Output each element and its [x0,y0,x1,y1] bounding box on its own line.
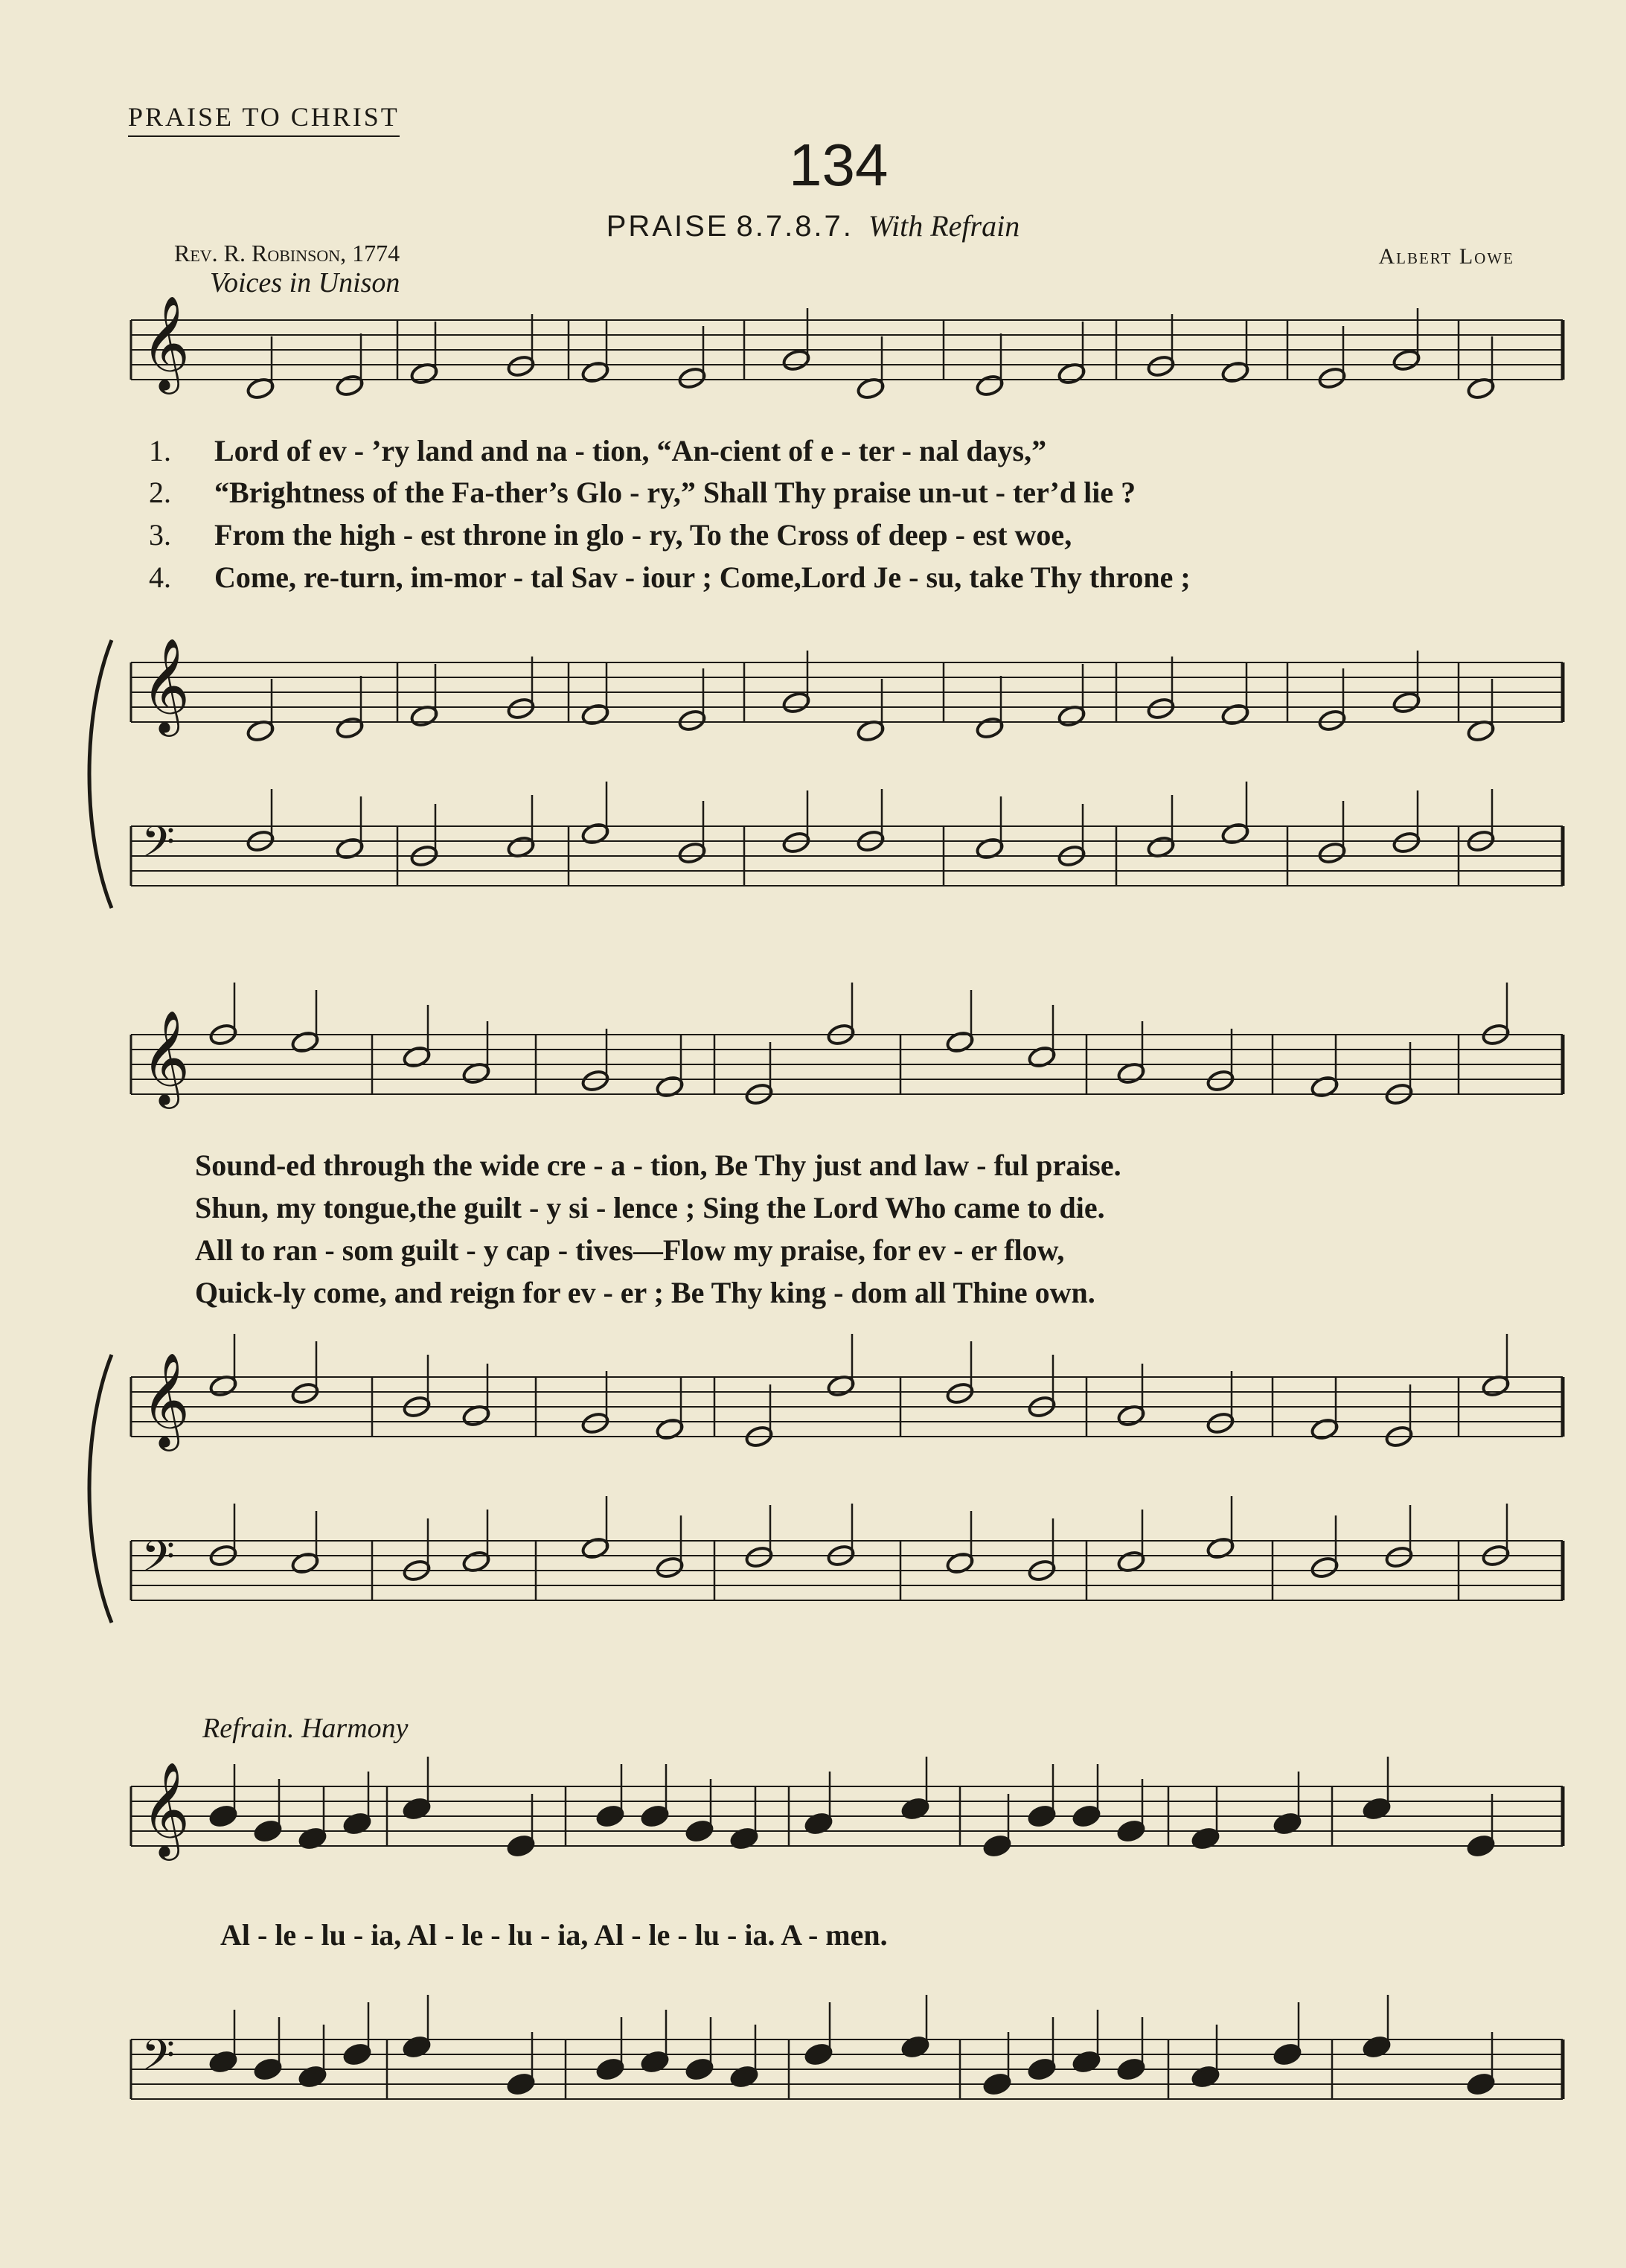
verse-number: 3. [149,518,171,552]
treble-clef-icon: 𝄞 [141,1761,191,1856]
tune-name: PRAISE [606,210,729,243]
verse-text: “Brightness of the Fa-ther’s Glo - ry,” Shall Thy praise un-ut - ter’d lie ? [214,476,1136,509]
verse-2-line [149,475,1136,510]
verse-4-continuation: Quick-ly come, and reign for ev - er ; Be Thy king - dom all Thine own. [195,1276,1095,1309]
refrain-text: Al - le - lu - ia, Al - le - lu - ia, Al - le - lu - ia. A - men. [220,1918,888,1952]
system-2-bass-staff [131,1541,1563,1600]
meter: 8.7.8.7. [736,210,854,243]
system-1-melody-staff [131,320,1563,380]
verse-number: 2. [149,476,171,509]
grand-staff-brace [89,640,112,908]
system-1-treble-staff [131,662,1563,722]
treble-clef-icon: 𝄞 [141,295,191,390]
treble-clef-icon: 𝄞 [141,1352,191,1447]
section-heading: PRAISE TO CHRIST [128,101,400,137]
verse-2-continuation: Shun, my tongue,the guilt - y si - lence ; Sing the Lord Who came to die. [195,1191,1105,1224]
author-credit: Rev. R. Robinson, 1774 [174,240,400,266]
system-2-treble-staff [131,1377,1563,1437]
verse-number: 1. [149,434,171,467]
treble-clef-icon: 𝄞 [141,1009,191,1105]
hymn-number: 134 [789,132,889,198]
grand-staff-brace [89,1355,112,1623]
performance-mark: Voices in Unison [210,267,400,298]
verse-text: From the high - est throne in glo - ry, To the Cross of deep - est woe, [214,518,1072,552]
composer-credit: Albert Lowe [1378,244,1514,269]
tune-note: With Refrain [868,209,1020,243]
verse-text: Lord of ev - ’ry land and na - tion, “An-cient of e - ter - nal days,” [214,434,1047,467]
system-2-melody-staff [131,1035,1563,1094]
verse-1-line [149,433,1046,468]
bass-clef-icon: 𝄢 [141,1531,176,1592]
treble-clef-icon: 𝄞 [141,637,191,732]
verse-3-line [149,517,1072,552]
verse-text: Come, re-turn, im-mor - tal Sav - iour ; Come,Lord Je - su, take Thy throne ; [214,560,1191,594]
bass-clef-icon: 𝄢 [141,817,176,878]
verse-3-continuation: All to ran - som guilt - y cap - tives—Flow my praise, for ev - er flow, [195,1233,1065,1267]
bass-clef-icon: 𝄢 [141,2030,176,2091]
verse-1-continuation: Sound-ed through the wide cre - a - tion, Be Thy just and law - ful praise. [195,1149,1121,1182]
refrain-treble-staff [131,1786,1563,1846]
verse-4-line [149,560,1191,595]
refrain-mark: Refrain. Harmony [202,1713,409,1744]
refrain-bass-staff [131,2039,1563,2099]
verse-number: 4. [149,560,171,594]
